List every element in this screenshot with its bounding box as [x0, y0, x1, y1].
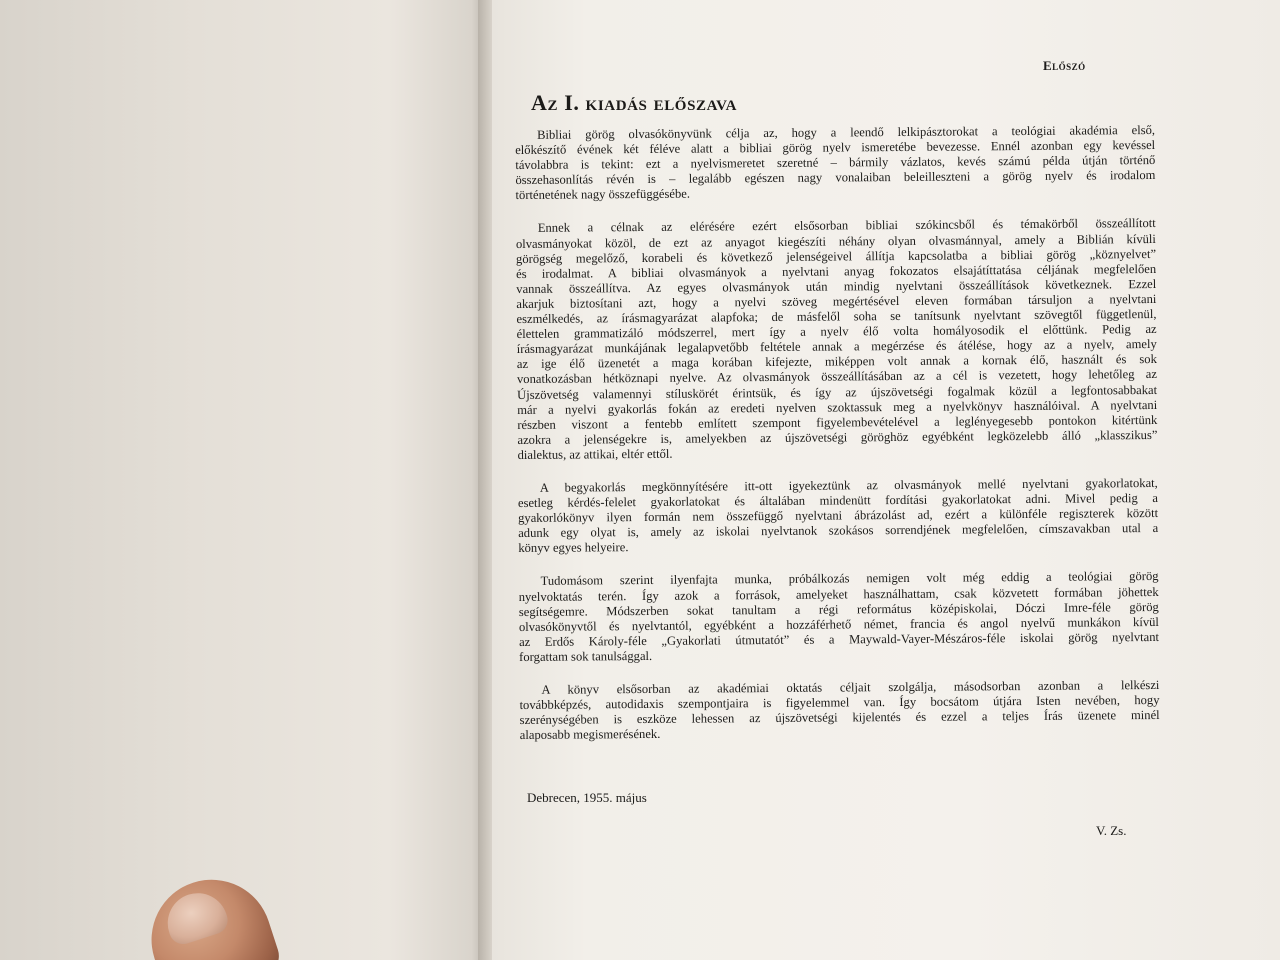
text-line: távolabbra is tekint: ezt a nyelvismeretet szeretné – bármily vázlatos, kevés számú példa útján történő [515, 153, 1156, 173]
text-line: alaposabb megismerésének. [519, 727, 661, 743]
text-line: dialektus, az attikai, eltér ettől. [517, 446, 673, 462]
paragraph [518, 476, 1159, 556]
paragraph [516, 216, 1158, 463]
text-line: segítségemre. Módszerben sokat tanultam a régi református középiskolai, Dóczi Imre-féle görög [518, 599, 1159, 619]
text-line: A begyakorlás megkönnyítésére itt-ott igyekeztünk az olvasmányok mellé nyelvtani gyakorlatokat, [539, 475, 1158, 495]
preface-body [515, 123, 1160, 743]
text-line: az Erdős Károly-féle „Gyakorlati útmutatót” és a Maywald-Vayer-Mészáros-féle iskolai görög nyelvtant [518, 629, 1160, 649]
left-page [0, 0, 486, 960]
text-line: vannak összeállítva. Az egyes olvasmányok után mindig nyelvtani összeállítások következnek. Ezzel [516, 276, 1157, 296]
text-line: továbbképzés, autodidaxis szempontjaira is figyelemmel van. Így bocsátom útjára Isten nevében, hogy [519, 693, 1160, 713]
text-line: olvasókönyvtől és nyelvtantól, egyébként a hozzáférhető német, francia és angol nyelvű munkákon kívül [518, 614, 1159, 634]
text-line: Újszövetség valamennyi stíluskörét érintsük, és így az újszövetségi fogalmak közül a legfontosabbakat [517, 382, 1158, 402]
text-line: Tudomásom szerint ilyenfajta munka, próbálkozás nemigen volt még eddig a teológiai görög [540, 569, 1159, 589]
paragraph [515, 123, 1156, 203]
running-head: Előszó [1043, 58, 1086, 73]
text-line: gyakorlókönyv ilyen formán nem összefüggő nyelvtani ábrázolást ad, ezért a különféle regiszterek között [518, 506, 1159, 526]
text-line: esetleg kérdés-felelet gyakorlatokat és általában mindenütt fordítási gyakorlatokat adni. Mivel pedig a [517, 491, 1158, 511]
text-line: forgattam sok tanulsággal. [519, 648, 653, 664]
text-line: akarjuk biztosítani azt, hogy a nyelvi szöveg megértésével eleven formában társuljon a nyelvtani [516, 291, 1157, 311]
text-line: nyelvoktatás terén. Így azok a források, amelyeket használhattam, csak közvetett formában jöhettek [518, 584, 1159, 604]
text-line: már a nyelvi gyakorlás fokán az eredeti nyelven szoktassuk meg a nyelvkönyv használóival. A nyelvtani [517, 397, 1158, 417]
paragraph [519, 678, 1159, 743]
text-line: az ige élő üzenetét a maga korában kifejezte, miképpen volt annak a kornak élő, használt és sok [516, 352, 1157, 372]
text-line: és irodalmat. A bibliai olvasmányok a nyelvtani anyag fokozatos elsajátíttatása céljának megfelelően [516, 261, 1157, 281]
text-line: azokra a jelenségekre is, amelyekben az újszövetségi göröghöz egyébként legközelebb álló „klasszikus” [517, 427, 1158, 447]
date-line: Debrecen, 1955. május [527, 790, 647, 805]
text-line: részben viszont a fentebb említett szempont figyelembevételével a leglényegesebb pontokon kitértünk [517, 412, 1158, 432]
text-line: élettelen grammatizáló módszerrel, mert így a nyelv élő volta homályosodik el előttünk. Pedig az [516, 322, 1157, 342]
text-line: A könyv elsősorban az akadémiai oktatás céljait szolgálja, másodsorban azonban a lelkészi [541, 677, 1160, 697]
text-line: összehasonlítás révén is – legalább egészen nagy vonalaiban beleilleszteni a görög nyelv és irodalom [515, 168, 1156, 188]
text-line: történetének nagy összefüggésébe. [515, 187, 691, 203]
text-line: szerénységében is eszköze lehessen az újszövetségi kijelentés és ezzel a teljes Írás üzenete minél [519, 708, 1160, 728]
text-line: könyv egyes helyeire. [518, 540, 629, 556]
text-line: vonatkozásban hétköznapi nyelve. Az olvasmányok összeállításában az a cél is vezetett, hogy lehetőleg az [516, 367, 1158, 387]
text-line: Bibliai görög olvasókönyvünk célja az, hogy a leendő lelkipásztorokat a teológiai akadémia első, [536, 122, 1156, 142]
paragraph [519, 569, 1160, 665]
page-title: Az I. kiadás előszava [531, 90, 738, 115]
text-line: eszmélkedés, az írásmagyarázat alapfoka; de másfelől soha se tanítsunk nyelvtant szövegtől függetlenül, [516, 306, 1157, 327]
text-line: Ennek a célnak az elérésére ezért elsősorban bibliai szókincsből és témakörből összeállított [537, 216, 1156, 236]
text-line: írásmagyarázat munkájának legalapvetőbb feltétele annak a megérzése és átélése, hogy az a nyelv, amely [516, 337, 1157, 357]
author-initials: V. Zs. [1096, 823, 1127, 838]
text-line: előkészítő évének két féléve alatt a bibliai görög nyelv ismeretébe bevezesse. Ennél azonban egy kevéssel [515, 138, 1156, 158]
thumbnail-nail [160, 885, 231, 947]
text-line: görögség megelőző, korabeli és következő jelenségeivel állítja kapcsolatba a bibliai görög „köznyelvet” [515, 246, 1157, 266]
text-line: olvasmányokat közöl, de ezt az anyagot kiegészíti néhány olyan olvasmánnyal, amely a Biblián kívüli [515, 231, 1156, 251]
text-line: adunk egy olyat is, amely az iskolai nyelvtanok szokásos sorrendjének megfelelően, címszavakban utal a [518, 521, 1159, 541]
